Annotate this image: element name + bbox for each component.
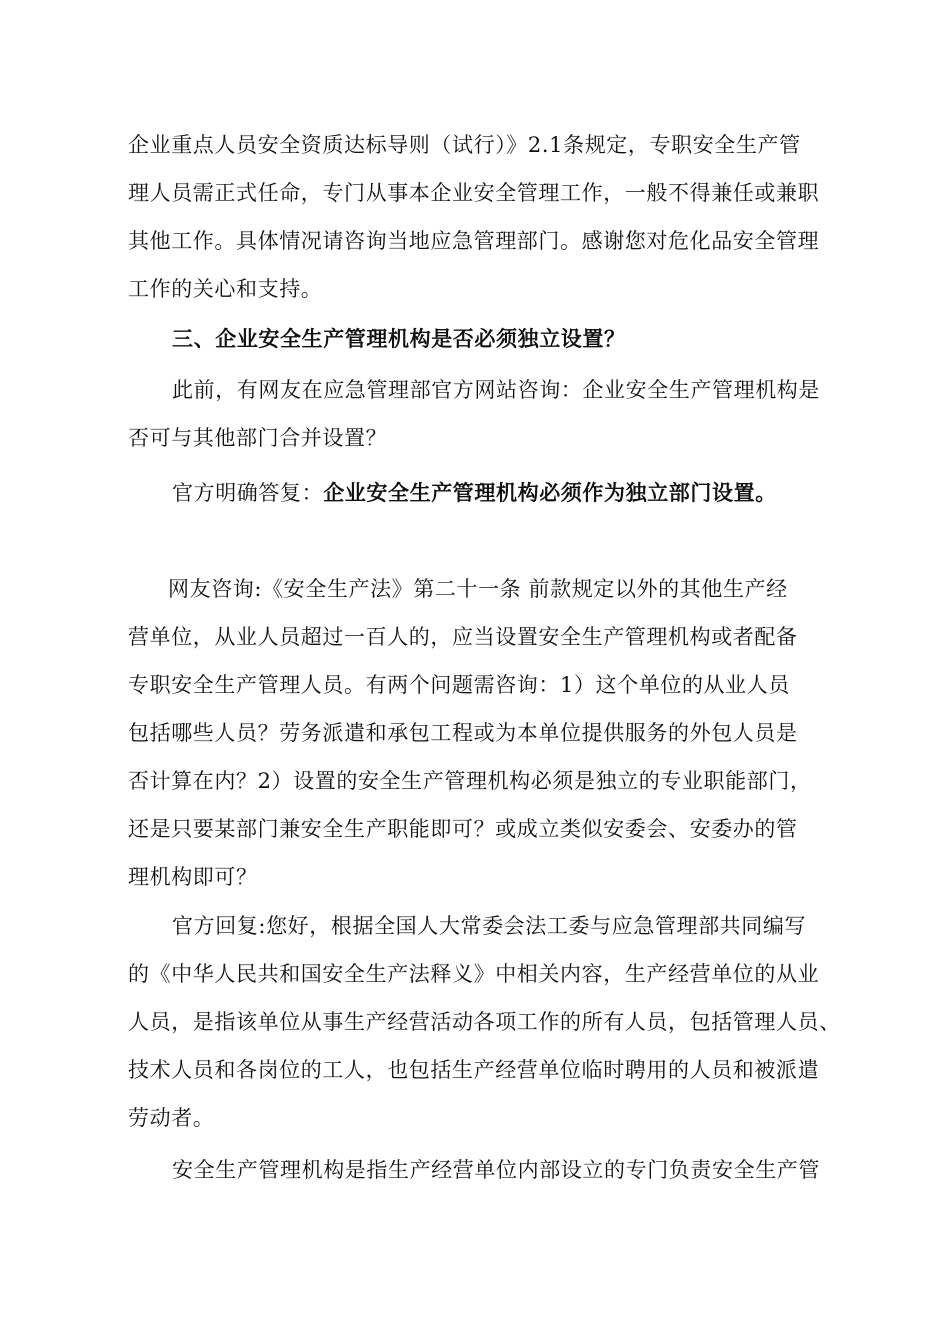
- paragraph-line: 否可与其他部门合并设置？: [128, 426, 388, 450]
- question-line: 网友咨询:《安全生产法》第二十一条 前款规定以外的其他生产经: [168, 577, 788, 601]
- answer-line: 人员，是指该单位从事生产经营活动各项工作的所有人员，包括管理人员、: [128, 1010, 841, 1034]
- question-line: 还是只要某部门兼安全生产职能即可？或成立类似安委会、安委办的管: [128, 817, 798, 841]
- answer-line: 劳动者。: [128, 1106, 215, 1130]
- answer-line: 官方回复:您好，根据全国人大常委会法工委与应急管理部共同编写: [172, 914, 807, 938]
- answer-line: 技术人员和各岗位的工人，也包括生产经营单位临时聘用的人员和被派遣: [128, 1058, 820, 1082]
- reply-prefix: 官方明确答复：: [172, 481, 324, 505]
- question-line: 理机构即可？: [128, 865, 258, 889]
- paragraph-line: 企业重点人员安全资质达标导则（试行）》2.1条规定，专职安全生产管: [128, 133, 801, 157]
- question-line: 营单位，从业人员超过一百人的，应当设置安全生产管理机构或者配备: [128, 625, 798, 649]
- paragraph-line: 其他工作。具体情况请咨询当地应急管理部门。感谢您对危化品安全管理: [128, 229, 820, 253]
- paragraph-line: 安全生产管理机构是指生产经营单位内部设立的专门负责安全生产管: [172, 1158, 820, 1182]
- official-reply-line: [172, 481, 777, 505]
- answer-line: 的《中华人民共和国安全生产法释义》中相关内容，生产经营单位的从业: [128, 962, 820, 986]
- paragraph-line: 工作的关心和支持。: [128, 277, 323, 301]
- question-line: 专职安全生产管理人员。有两个问题需咨询：1）这个单位的从业人员: [128, 673, 790, 697]
- section-heading: 三、企业安全生产管理机构是否必须独立设置？: [172, 326, 626, 351]
- paragraph-line: 此前，有网友在应急管理部官方网站咨询：企业安全生产管理机构是: [172, 378, 820, 402]
- reply-bold-text: 企业安全生产管理机构必须作为独立部门设置。: [323, 480, 777, 505]
- question-line: 包括哪些人员？劳务派遣和承包工程或为本单位提供服务的外包人员是: [128, 721, 798, 745]
- paragraph-line: 理人员需正式任命，专门从事本企业安全管理工作，一般不得兼任或兼职: [128, 181, 820, 205]
- question-line: 否计算在内？2）设置的安全生产管理机构必须是独立的专业职能部门，: [128, 769, 812, 793]
